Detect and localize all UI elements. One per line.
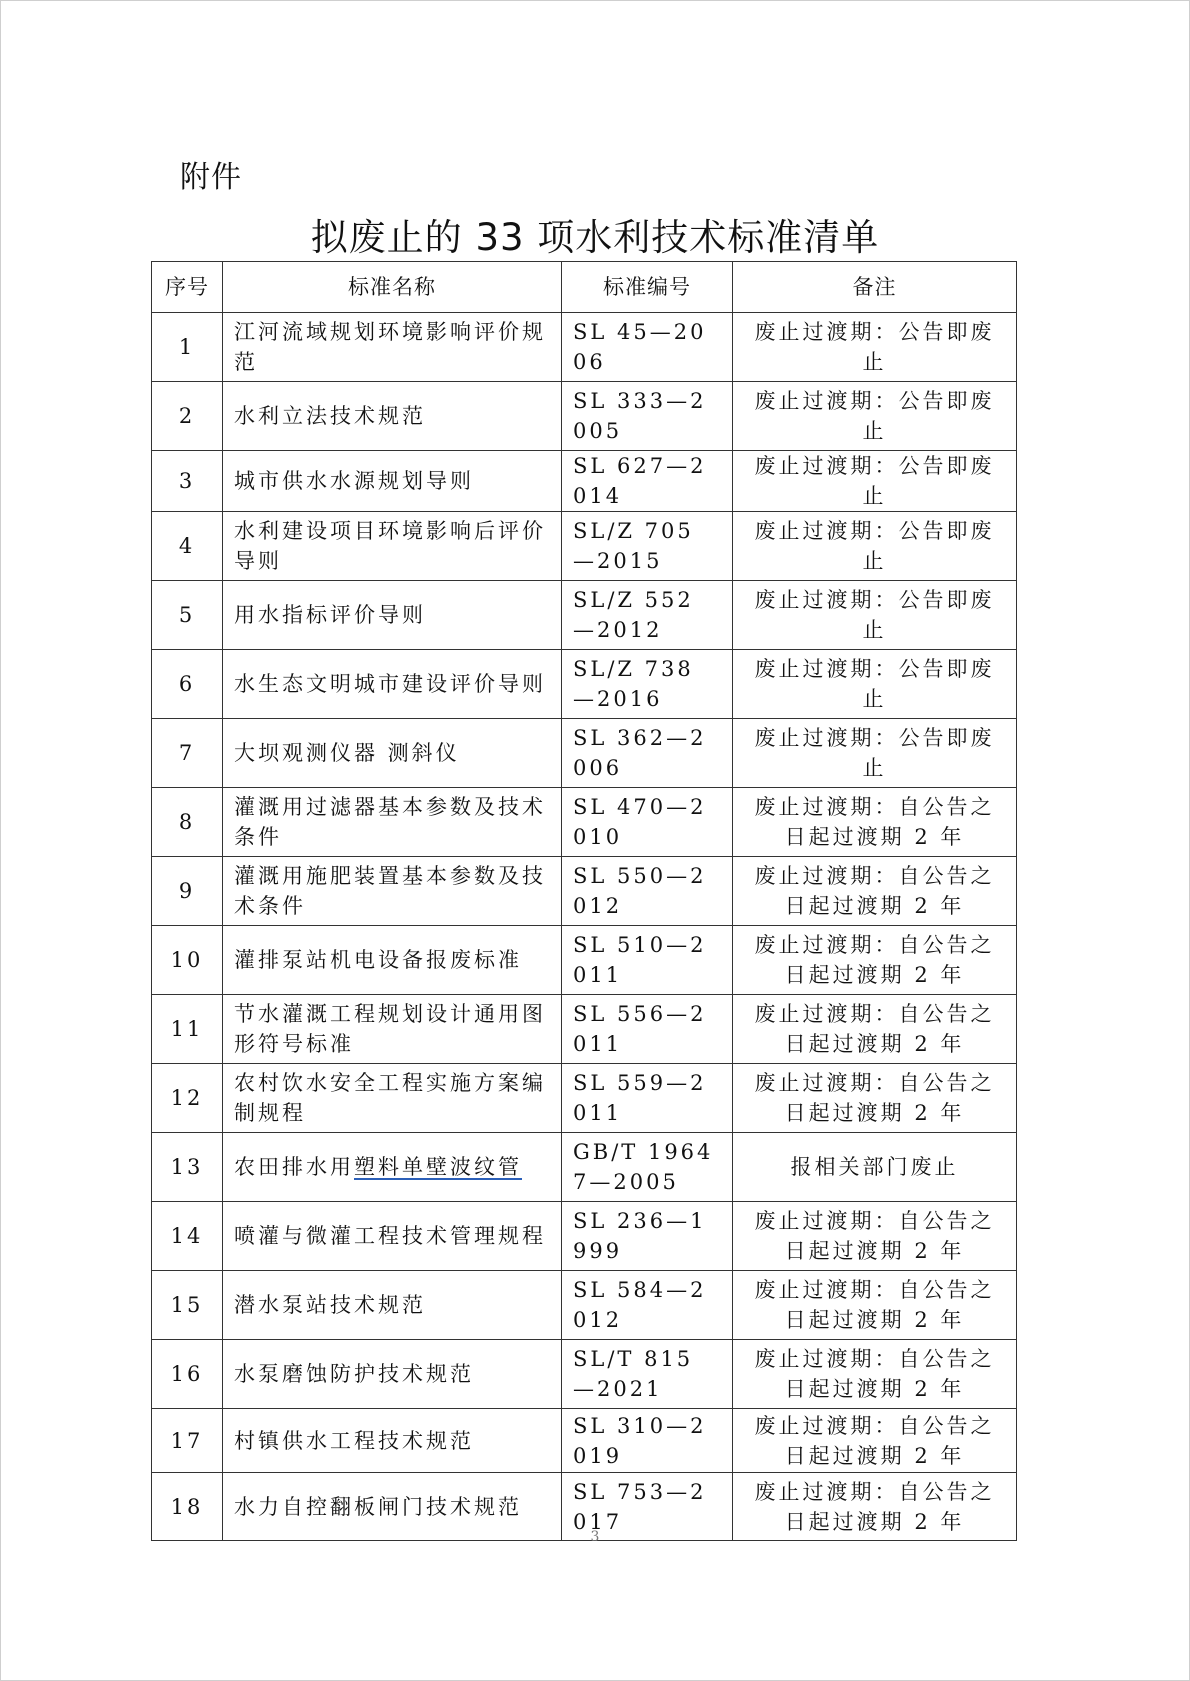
row-code: SL 550—2012 [562,857,733,926]
row-name: 农村饮水安全工程实施方案编制规程 [223,1064,562,1133]
row-name [223,1133,562,1202]
row-code: SL 310—2019 [562,1409,733,1473]
table-row [152,926,1017,995]
header-note: 备注 [733,262,1017,313]
row-code: SL/Z 552 —2012 [562,581,733,650]
table-row [152,650,1017,719]
row-code: SL 333—2005 [562,382,733,451]
row-note: 废止过渡期：自公告之日起过渡期 2 年 [733,1340,1017,1409]
row-code: SL 236—1999 [562,1202,733,1271]
row-index: 15 [152,1271,223,1340]
page-number: 3 [590,1529,600,1545]
row-index: 16 [152,1340,223,1409]
attachment-label: 附件 [180,160,242,195]
row-name: 水利立法技术规范 [223,382,562,451]
row-index: 5 [152,581,223,650]
row-index: 8 [152,788,223,857]
row-note: 废止过渡期：自公告之日起过渡期 2 年 [733,1473,1017,1541]
row-name: 江河流域规划环境影响评价规范 [223,313,562,382]
row-index: 12 [152,1064,223,1133]
row-name: 灌溉用施肥装置基本参数及技术条件 [223,857,562,926]
row-note: 废止过渡期：自公告之日起过渡期 2 年 [733,995,1017,1064]
row-note: 废止过渡期：自公告之日起过渡期 2 年 [733,1064,1017,1133]
row-note: 废止过渡期：自公告之日起过渡期 2 年 [733,1271,1017,1340]
row-code: SL 470—2010 [562,788,733,857]
table-row [152,788,1017,857]
row-name: 城市供水水源规划导则 [223,451,562,512]
header-name: 标准名称 [223,262,562,313]
row-code: SL 559—2011 [562,1064,733,1133]
header-index: 序号 [152,262,223,313]
row-code: SL 362—2006 [562,719,733,788]
table-row [152,1409,1017,1473]
row-note: 废止过渡期：公告即废止 [733,650,1017,719]
row-index: 17 [152,1409,223,1473]
table-row [152,1064,1017,1133]
row-note: 废止过渡期：自公告之日起过渡期 2 年 [733,1202,1017,1271]
row-name: 水力自控翻板闸门技术规范 [223,1473,562,1541]
table-row [152,581,1017,650]
row-code: SL 510—2011 [562,926,733,995]
table-row [152,719,1017,788]
row-index: 9 [152,857,223,926]
row-name: 灌溉用过滤器基本参数及技术条件 [223,788,562,857]
row-code: GB/T 19647—2005 [562,1133,733,1202]
row-note: 废止过渡期：自公告之日起过渡期 2 年 [733,857,1017,926]
row-name: 水泵磨蚀防护技术规范 [223,1340,562,1409]
document-title: 拟废止的 33 项水利技术标准清单 [310,216,880,259]
table-row [152,995,1017,1064]
table-row [152,1133,1017,1202]
row-name: 村镇供水工程技术规范 [223,1409,562,1473]
row-index: 2 [152,382,223,451]
row-name: 用水指标评价导则 [223,581,562,650]
row-index: 11 [152,995,223,1064]
row-index: 3 [152,451,223,512]
row-name: 潜水泵站技术规范 [223,1271,562,1340]
table-row [152,512,1017,581]
table-row [152,857,1017,926]
row-index: 7 [152,719,223,788]
row-index: 18 [152,1473,223,1541]
table-row [152,313,1017,382]
row-name: 灌排泵站机电设备报废标准 [223,926,562,995]
row-code: SL/Z 738 —2016 [562,650,733,719]
header-code: 标准编号 [562,262,733,313]
row-index: 13 [152,1133,223,1202]
standards-table [151,261,1017,1541]
row-code: SL 584—2012 [562,1271,733,1340]
table-row [152,382,1017,451]
row-note: 废止过渡期：公告即废止 [733,382,1017,451]
row-code: SL 45—2006 [562,313,733,382]
row-name: 节水灌溉工程规划设计通用图形符号标准 [223,995,562,1064]
row-note: 废止过渡期：公告即废止 [733,451,1017,512]
table-row [152,1202,1017,1271]
row-code: SL 627—2014 [562,451,733,512]
row-note: 废止过渡期：公告即废止 [733,719,1017,788]
row-name: 喷灌与微灌工程技术管理规程 [223,1202,562,1271]
row-note: 废止过渡期：公告即废止 [733,313,1017,382]
row-index: 1 [152,313,223,382]
row-code: SL 556—2011 [562,995,733,1064]
row-index: 6 [152,650,223,719]
row-name-link[interactable]: 塑料单壁波纹管 [354,1155,522,1179]
row-index: 14 [152,1202,223,1271]
row-name: 水利建设项目环境影响后评价导则 [223,512,562,581]
row-note: 废止过渡期：自公告之日起过渡期 2 年 [733,788,1017,857]
row-note: 废止过渡期：自公告之日起过渡期 2 年 [733,1409,1017,1473]
row-index: 10 [152,926,223,995]
row-index: 4 [152,512,223,581]
row-note: 废止过渡期：自公告之日起过渡期 2 年 [733,926,1017,995]
row-code: SL 753—2017 [562,1473,733,1541]
row-note: 废止过渡期：公告即废止 [733,512,1017,581]
row-code: SL/Z 705 —2015 [562,512,733,581]
row-name: 大坝观测仪器 测斜仪 [223,719,562,788]
table-row [152,451,1017,512]
row-name-prefix: 农田排水用 [234,1155,354,1179]
row-note: 报相关部门废止 [733,1133,1017,1202]
row-note: 废止过渡期：公告即废止 [733,581,1017,650]
table-row [152,1340,1017,1409]
table-row [152,1271,1017,1340]
table-header-row [152,262,1017,313]
row-name: 水生态文明城市建设评价导则 [223,650,562,719]
row-code: SL/T 815 —2021 [562,1340,733,1409]
